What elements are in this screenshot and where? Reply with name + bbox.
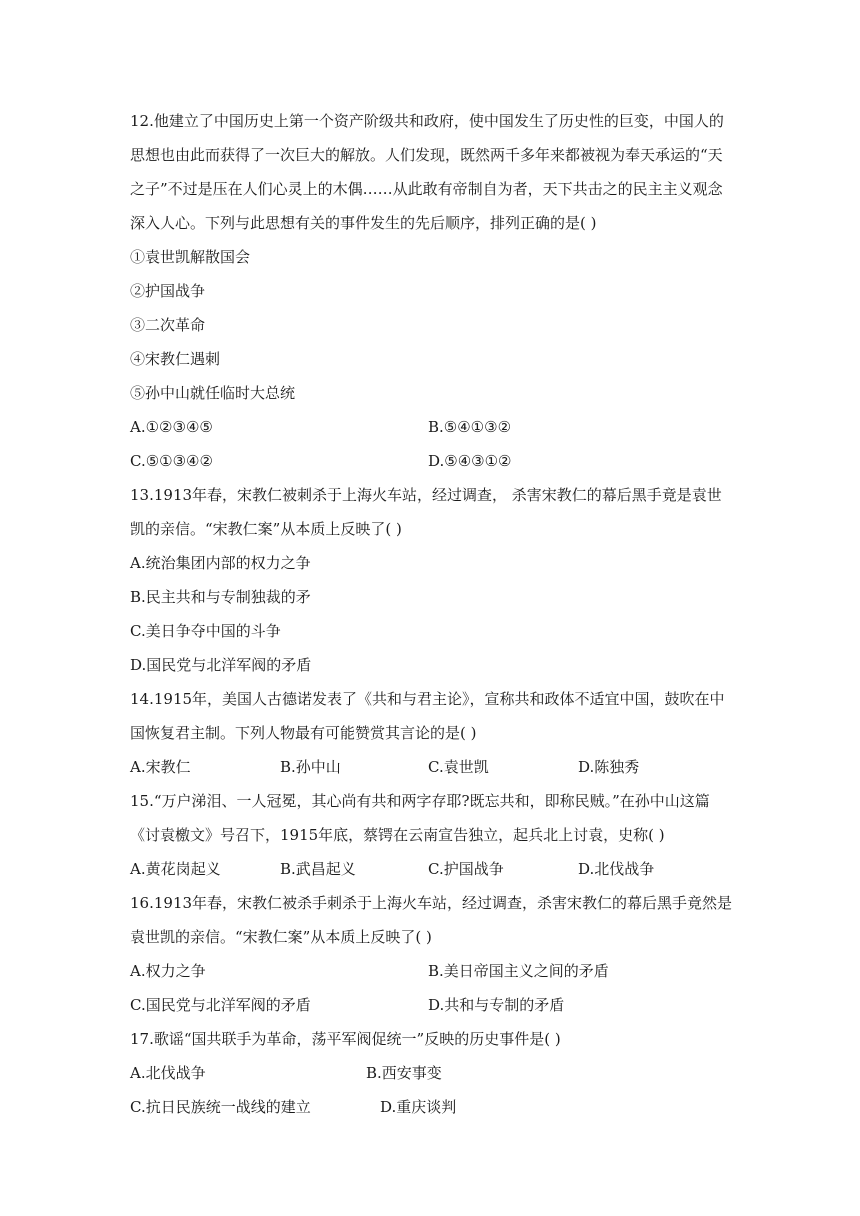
option-d: D.陈独秀 bbox=[578, 758, 640, 776]
question-stem-line: 14.1915年，美国人古德诺发表了《共和与君主论》，宣称共和政体不适宜中国，鼓吹在中 bbox=[130, 690, 725, 708]
option-a: A.北伐战争 bbox=[130, 1064, 206, 1082]
option-c: C.护国战争 bbox=[428, 860, 504, 878]
options-row bbox=[130, 1056, 740, 1090]
option-c: C.国民党与北洋军阀的矛盾 bbox=[130, 996, 311, 1014]
question-16 bbox=[130, 886, 740, 1022]
question-12 bbox=[130, 104, 740, 478]
option-a: A.宋教仁 bbox=[130, 758, 191, 776]
options-row bbox=[130, 988, 740, 1022]
event-item: ③二次革命 bbox=[130, 316, 206, 334]
option-a: A.权力之争 bbox=[130, 962, 206, 980]
question-stem-line: 袁世凯的亲信。“宋教仁案”从本质上反映了( ) bbox=[130, 928, 432, 946]
question-14 bbox=[130, 682, 740, 784]
option-c: C.抗日民族统一战线的建立 bbox=[130, 1098, 311, 1116]
question-stem-line: 16.1913年春，宋教仁被杀手刺杀于上海火车站，经过调查，杀害宋教仁的幕后黑手竟然是 bbox=[130, 894, 733, 912]
option-b: B.武昌起义 bbox=[280, 860, 356, 878]
options-row bbox=[130, 410, 740, 444]
question-stem-line: 国恢复君主制。下列人物最有可能赞赏其言论的是( ) bbox=[130, 724, 477, 742]
option-d: D.国民党与北洋军阀的矛盾 bbox=[130, 656, 312, 674]
event-item: ②护国战争 bbox=[130, 282, 206, 300]
event-item: ④宋教仁遇刺 bbox=[130, 350, 221, 368]
options-row bbox=[130, 1090, 740, 1124]
option-d: D.⑤④③①② bbox=[428, 452, 512, 470]
exam-content bbox=[130, 104, 740, 1124]
option-a: A.统治集团内部的权力之争 bbox=[130, 554, 311, 572]
question-stem-line: 13.1913年春，宋教仁被刺杀于上海火车站，经过调查， 杀害宋教仁的幕后黑手竟是袁世 bbox=[130, 486, 722, 504]
question-stem-line: 15.“万户涕泪、一人冠冕，其心尚有共和两字存耶?既忘共和，即称民贼。”在孙中山这篇 bbox=[130, 792, 710, 810]
option-d: D.北伐战争 bbox=[578, 860, 655, 878]
option-a: A.①②③④⑤ bbox=[130, 418, 213, 436]
option-c: C.袁世凯 bbox=[428, 758, 489, 776]
option-c: C.美日争夺中国的斗争 bbox=[130, 622, 281, 640]
option-b: B.西安事变 bbox=[366, 1064, 442, 1082]
question-stem-line: 17.歌谣“国共联手为革命，荡平军阀促统一”反映的历史事件是( ) bbox=[130, 1030, 561, 1048]
option-b: B.民主共和与专制独裁的矛 bbox=[130, 588, 311, 606]
option-c: C.⑤①③④② bbox=[130, 452, 213, 470]
event-item: ⑤孙中山就任临时大总统 bbox=[130, 384, 296, 402]
question-stem-line: 12.他建立了中国历史上第一个资产阶级共和政府，使中国发生了历史性的巨变，中国人的 bbox=[130, 112, 724, 130]
option-b: B.⑤④①③② bbox=[428, 418, 512, 436]
question-stem-line: 思想也由此而获得了一次巨大的解放。人们发现，既然两千多年来都被视为奉天承运的“天 bbox=[130, 146, 723, 164]
question-stem-line: 《讨袁檄文》号召下，1915年底，蔡锷在云南宣告独立，起兵北上讨袁，史称( ) bbox=[130, 826, 665, 844]
question-13 bbox=[130, 478, 740, 682]
question-stem-line: 之子”不过是压在人们心灵上的木偶……从此敢有帝制自为者，天下共击之的民主主义观念 bbox=[130, 180, 723, 198]
options-row bbox=[130, 444, 740, 478]
option-d: D.重庆谈判 bbox=[380, 1098, 457, 1116]
option-a: A.黄花岗起义 bbox=[130, 860, 221, 878]
options-row bbox=[130, 750, 740, 784]
question-stem-line: 凯的亲信。“宋教仁案”从本质上反映了( ) bbox=[130, 520, 402, 538]
question-stem-line: 深入人心。下列与此思想有关的事件发生的先后顺序，排列正确的是( ) bbox=[130, 214, 597, 232]
options-row bbox=[130, 954, 740, 988]
option-b: B.孙中山 bbox=[280, 758, 341, 776]
option-b: B.美日帝国主义之间的矛盾 bbox=[428, 962, 609, 980]
question-15 bbox=[130, 784, 740, 886]
event-item: ①袁世凯解散国会 bbox=[130, 248, 251, 266]
options-row bbox=[130, 852, 740, 886]
option-d: D.共和与专制的矛盾 bbox=[428, 996, 565, 1014]
question-17 bbox=[130, 1022, 740, 1124]
